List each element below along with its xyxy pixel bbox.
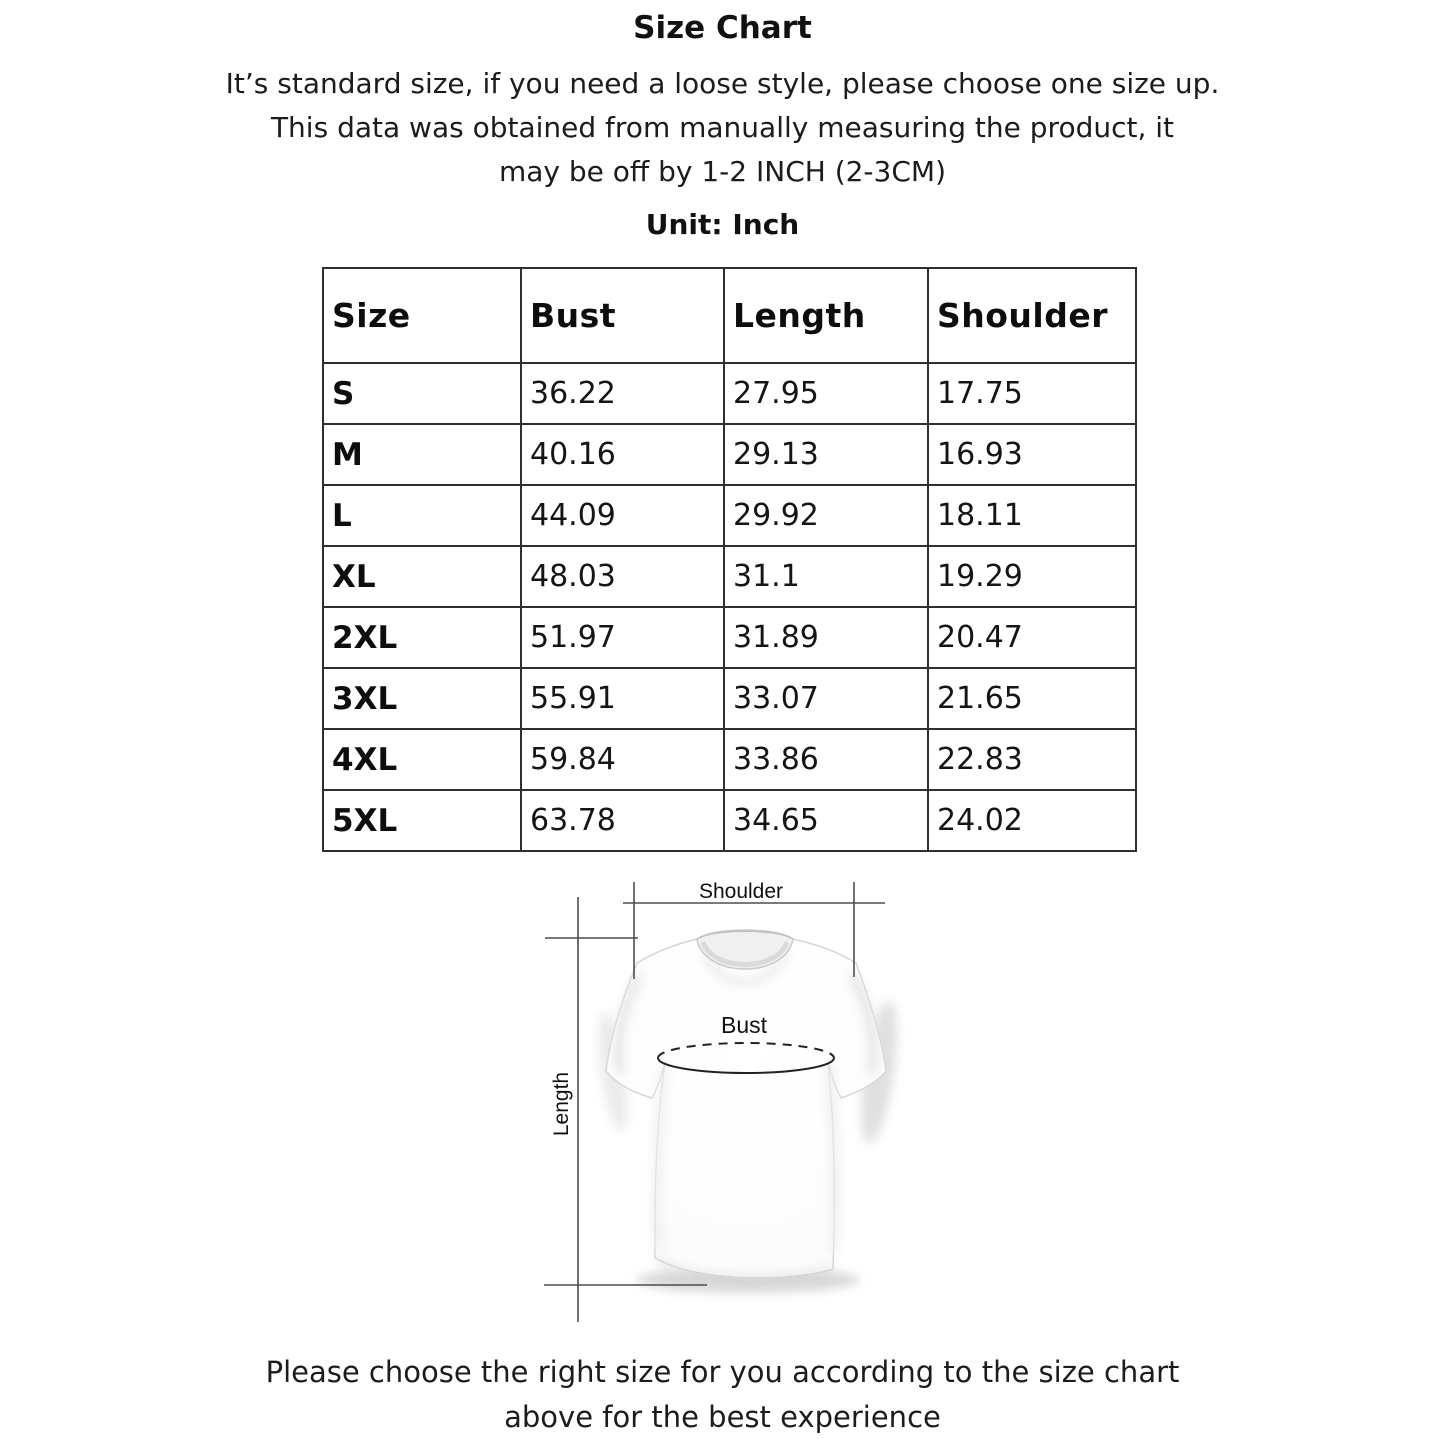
length-label: Length bbox=[550, 1071, 573, 1137]
cell-shoulder: 19.29 bbox=[928, 546, 1136, 607]
cell-shoulder: 22.83 bbox=[928, 729, 1136, 790]
cell-bust: 44.09 bbox=[521, 485, 724, 546]
page-title: Size Chart bbox=[633, 10, 812, 46]
unit-label: Unit: Inch bbox=[645, 208, 800, 241]
cell-length: 31.1 bbox=[724, 546, 928, 607]
col-header-shoulder: Shoulder bbox=[928, 268, 1136, 363]
cell-size: M bbox=[323, 424, 521, 485]
table-header-row bbox=[323, 268, 1136, 363]
cell-shoulder: 16.93 bbox=[928, 424, 1136, 485]
footer-note bbox=[0, 1350, 1445, 1440]
cell-size: 2XL bbox=[323, 607, 521, 668]
cell-length: 31.89 bbox=[724, 607, 928, 668]
cell-bust: 48.03 bbox=[521, 546, 724, 607]
col-header-size: Size bbox=[323, 268, 521, 363]
cell-bust: 36.22 bbox=[521, 363, 724, 424]
intro-line-2: This data was obtained from manually measuring the product, it bbox=[270, 111, 1175, 144]
table-row bbox=[323, 363, 1136, 424]
bust-label: Bust bbox=[720, 1012, 768, 1038]
cell-length: 27.95 bbox=[724, 363, 928, 424]
table-row bbox=[323, 668, 1136, 729]
cell-bust: 55.91 bbox=[521, 668, 724, 729]
cell-shoulder: 17.75 bbox=[928, 363, 1136, 424]
intro-line-3: may be off by 1-2 INCH (2-3CM) bbox=[498, 155, 946, 188]
cell-bust: 59.84 bbox=[521, 729, 724, 790]
table-row bbox=[323, 546, 1136, 607]
cell-size: XL bbox=[323, 546, 521, 607]
footer-line-1: Please choose the right size for you according to the size chart bbox=[265, 1355, 1180, 1389]
cell-shoulder: 18.11 bbox=[928, 485, 1136, 546]
cell-size: S bbox=[323, 363, 521, 424]
cell-size: L bbox=[323, 485, 521, 546]
intro-line-1: It’s standard size, if you need a loose style, please choose one size up. bbox=[225, 67, 1220, 100]
cell-bust: 63.78 bbox=[521, 790, 724, 851]
cell-size: 5XL bbox=[323, 790, 521, 851]
col-header-length: Length bbox=[724, 268, 928, 363]
cell-length: 33.07 bbox=[724, 668, 928, 729]
table-row bbox=[323, 729, 1136, 790]
tshirt-measurement-diagram bbox=[500, 860, 980, 1340]
table-row bbox=[323, 790, 1136, 851]
cell-size: 3XL bbox=[323, 668, 521, 729]
cell-length: 29.92 bbox=[724, 485, 928, 546]
size-table bbox=[322, 267, 1137, 852]
cell-shoulder: 24.02 bbox=[928, 790, 1136, 851]
table-row bbox=[323, 424, 1136, 485]
intro-text bbox=[0, 62, 1445, 194]
shoulder-label: Shoulder bbox=[698, 880, 784, 903]
cell-shoulder: 20.47 bbox=[928, 607, 1136, 668]
cell-shoulder: 21.65 bbox=[928, 668, 1136, 729]
cell-length: 34.65 bbox=[724, 790, 928, 851]
cell-length: 29.13 bbox=[724, 424, 928, 485]
cell-bust: 40.16 bbox=[521, 424, 724, 485]
cell-bust: 51.97 bbox=[521, 607, 724, 668]
cell-size: 4XL bbox=[323, 729, 521, 790]
footer-line-2: above for the best experience bbox=[504, 1400, 941, 1434]
col-header-bust: Bust bbox=[521, 268, 724, 363]
table-row bbox=[323, 485, 1136, 546]
table-row bbox=[323, 607, 1136, 668]
cell-length: 33.86 bbox=[724, 729, 928, 790]
